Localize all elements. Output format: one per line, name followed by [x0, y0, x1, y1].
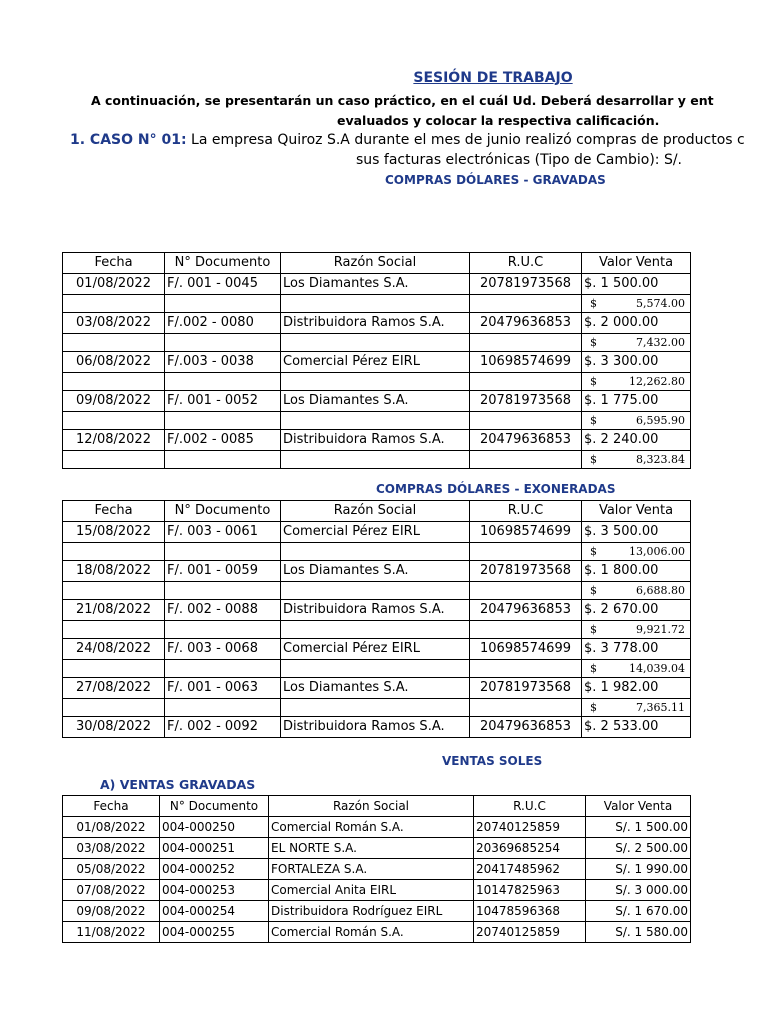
cell-razon-social: Los Diamantes S.A.: [281, 678, 470, 699]
section-title-gravadas: COMPRAS DÓLARES - GRAVADAS: [385, 173, 606, 187]
header-fecha: Fecha: [63, 253, 165, 274]
cell-fecha: 12/08/2022: [63, 430, 165, 451]
converted-value: 6,688.80: [636, 584, 685, 597]
converted-amount: [584, 699, 688, 716]
empty-cell: [281, 699, 470, 717]
empty-cell: [470, 412, 582, 430]
empty-cell: [63, 334, 165, 352]
header-documento: N° Documento: [165, 501, 281, 522]
converted-amount: [584, 660, 688, 677]
empty-cell: [281, 543, 470, 561]
cell-razon-social: Distribuidora Ramos S.A.: [281, 430, 470, 451]
cell-fecha: 05/08/2022: [63, 859, 160, 880]
cell-razon-social: Comercial Pérez EIRL: [281, 522, 470, 543]
cell-ruc: 20479636853: [470, 313, 582, 334]
conversion-row: [63, 621, 691, 639]
converted-amount: [584, 373, 688, 390]
currency-symbol: $: [590, 623, 597, 636]
cell-valor-venta: S/. 1 500.00: [586, 817, 691, 838]
cell-converted-amount: [582, 543, 691, 561]
conversion-row: [63, 582, 691, 600]
empty-cell: [470, 543, 582, 561]
empty-cell: [165, 582, 281, 600]
empty-cell: [165, 295, 281, 313]
cell-converted-amount: [582, 621, 691, 639]
cell-valor-venta: S/. 1 670.00: [586, 901, 691, 922]
cell-fecha: 11/08/2022: [63, 922, 160, 943]
header-valor-venta: Valor Venta: [582, 253, 691, 274]
header-documento: N° Documento: [165, 253, 281, 274]
cell-valor-venta: $. 2 240.00: [582, 430, 691, 451]
converted-value: 5,574.00: [636, 297, 685, 310]
section-title-ventas-soles: VENTAS SOLES: [442, 754, 543, 768]
cell-ruc: 20417485962: [474, 859, 586, 880]
cell-valor-venta: $. 2 670.00: [582, 600, 691, 621]
converted-amount: [584, 334, 688, 351]
cell-ruc: 20479636853: [470, 717, 582, 738]
empty-cell: [281, 621, 470, 639]
cell-fecha: 15/08/2022: [63, 522, 165, 543]
cell-ruc: 20369685254: [474, 838, 586, 859]
table-row: [63, 274, 691, 295]
header-ruc: R.U.C: [470, 253, 582, 274]
empty-cell: [63, 451, 165, 469]
empty-cell: [281, 660, 470, 678]
converted-amount: [584, 295, 688, 312]
conversion-row: [63, 373, 691, 391]
header-ruc: R.U.C: [474, 796, 586, 817]
cell-documento: F/. 001 - 0059: [165, 561, 281, 582]
converted-amount: [584, 451, 688, 468]
table-row: [63, 639, 691, 660]
converted-amount: [584, 582, 688, 599]
cell-valor-venta: $. 3 300.00: [582, 352, 691, 373]
cell-ruc: 10698574699: [470, 522, 582, 543]
converted-value: 13,006.00: [629, 545, 685, 558]
currency-symbol: $: [590, 662, 597, 675]
cell-ruc: 20740125859: [474, 817, 586, 838]
header-razon-social: Razón Social: [281, 253, 470, 274]
cell-fecha: 24/08/2022: [63, 639, 165, 660]
cell-documento: 004-000252: [160, 859, 269, 880]
cell-ruc: 10147825963: [474, 880, 586, 901]
cell-fecha: 07/08/2022: [63, 880, 160, 901]
empty-cell: [281, 582, 470, 600]
cell-valor-venta: $. 1 775.00: [582, 391, 691, 412]
cell-valor-venta: S/. 3 000.00: [586, 880, 691, 901]
cell-fecha: 01/08/2022: [63, 817, 160, 838]
cell-fecha: 01/08/2022: [63, 274, 165, 295]
conversion-row: [63, 412, 691, 430]
cell-razon-social: Distribuidora Ramos S.A.: [281, 313, 470, 334]
cell-razon-social: FORTALEZA S.A.: [269, 859, 474, 880]
empty-cell: [281, 451, 470, 469]
cell-razon-social: Comercial Román S.A.: [269, 817, 474, 838]
cell-ruc: 20781973568: [470, 274, 582, 295]
table-row: [63, 880, 691, 901]
cell-ruc: 20479636853: [470, 430, 582, 451]
empty-cell: [63, 660, 165, 678]
intro-line-2: evaluados y colocar la respectiva calificación.: [337, 113, 660, 128]
cell-valor-venta: S/. 1 580.00: [586, 922, 691, 943]
cell-razon-social: Comercial Anita EIRL: [269, 880, 474, 901]
cell-converted-amount: [582, 699, 691, 717]
table-row: [63, 600, 691, 621]
empty-cell: [165, 373, 281, 391]
empty-cell: [281, 295, 470, 313]
converted-amount: [584, 412, 688, 429]
section-title-exoneradas: COMPRAS DÓLARES - EXONERADAS: [376, 482, 616, 496]
empty-cell: [63, 621, 165, 639]
table-row: [63, 391, 691, 412]
empty-cell: [470, 621, 582, 639]
empty-cell: [281, 373, 470, 391]
intro-line-1: A continuación, se presentarán un caso práctico, en el cuál Ud. Deberá desarrollar y ent: [91, 93, 714, 108]
cell-razon-social: Distribuidora Ramos S.A.: [281, 600, 470, 621]
cell-razon-social: Los Diamantes S.A.: [281, 274, 470, 295]
cell-valor-venta: S/. 2 500.00: [586, 838, 691, 859]
cell-documento: 004-000253: [160, 880, 269, 901]
cell-ruc: 10698574699: [470, 352, 582, 373]
header-valor-venta: Valor Venta: [582, 501, 691, 522]
cell-documento: F/. 003 - 0068: [165, 639, 281, 660]
table-row: [63, 522, 691, 543]
case-text: La empresa Quiroz S.A durante el mes de junio realizó compras de productos c: [186, 132, 745, 148]
cell-converted-amount: [582, 373, 691, 391]
converted-value: 12,262.80: [629, 375, 685, 388]
cell-razon-social: Comercial Pérez EIRL: [281, 639, 470, 660]
cell-razon-social: Los Diamantes S.A.: [281, 561, 470, 582]
empty-cell: [63, 543, 165, 561]
cell-documento: 004-000254: [160, 901, 269, 922]
empty-cell: [63, 582, 165, 600]
table-row: [63, 922, 691, 943]
header-documento: N° Documento: [160, 796, 269, 817]
currency-symbol: $: [590, 584, 597, 597]
table-header-row: [63, 796, 691, 817]
cell-fecha: 03/08/2022: [63, 313, 165, 334]
cell-documento: F/. 002 - 0088: [165, 600, 281, 621]
cell-ruc: 10698574699: [470, 639, 582, 660]
empty-cell: [165, 660, 281, 678]
cell-valor-venta: $. 3 500.00: [582, 522, 691, 543]
cell-documento: F/. 003 - 0061: [165, 522, 281, 543]
empty-cell: [281, 412, 470, 430]
cell-razon-social: Distribuidora Rodríguez EIRL: [269, 901, 474, 922]
empty-cell: [165, 412, 281, 430]
table-row: [63, 678, 691, 699]
converted-amount: [584, 621, 688, 638]
cell-valor-venta: S/. 1 990.00: [586, 859, 691, 880]
cell-fecha: 06/08/2022: [63, 352, 165, 373]
converted-amount: [584, 543, 688, 560]
empty-cell: [165, 543, 281, 561]
cell-documento: 004-000251: [160, 838, 269, 859]
cell-razon-social: EL NORTE S.A.: [269, 838, 474, 859]
cell-razon-social: Comercial Pérez EIRL: [281, 352, 470, 373]
empty-cell: [165, 699, 281, 717]
table-header-row: [63, 501, 691, 522]
cell-documento: 004-000255: [160, 922, 269, 943]
cell-fecha: 18/08/2022: [63, 561, 165, 582]
cell-fecha: 30/08/2022: [63, 717, 165, 738]
cell-razon-social: Comercial Román S.A.: [269, 922, 474, 943]
table-row: [63, 430, 691, 451]
empty-cell: [470, 295, 582, 313]
cell-fecha: 27/08/2022: [63, 678, 165, 699]
cell-fecha: 03/08/2022: [63, 838, 160, 859]
case-statement: [70, 132, 745, 148]
empty-cell: [165, 451, 281, 469]
conversion-row: [63, 295, 691, 313]
table-ventas-gravadas: [62, 795, 691, 943]
empty-cell: [470, 451, 582, 469]
table-row: [63, 817, 691, 838]
table-row: [63, 313, 691, 334]
cell-valor-venta: $. 2 533.00: [582, 717, 691, 738]
empty-cell: [470, 660, 582, 678]
cell-converted-amount: [582, 582, 691, 600]
cell-documento: F/. 001 - 0045: [165, 274, 281, 295]
empty-cell: [470, 699, 582, 717]
cell-documento: F/.003 - 0038: [165, 352, 281, 373]
cell-valor-venta: $. 1 500.00: [582, 274, 691, 295]
cell-fecha: 21/08/2022: [63, 600, 165, 621]
case-label: 1. CASO N° 01:: [70, 132, 187, 148]
table-header-row: [63, 253, 691, 274]
cell-razon-social: Los Diamantes S.A.: [281, 391, 470, 412]
conversion-row: [63, 334, 691, 352]
cell-documento: F/. 001 - 0052: [165, 391, 281, 412]
currency-symbol: $: [590, 701, 597, 714]
empty-cell: [281, 334, 470, 352]
empty-cell: [165, 621, 281, 639]
table-row: [63, 561, 691, 582]
header-fecha: Fecha: [63, 501, 165, 522]
converted-value: 9,921.72: [636, 623, 685, 636]
conversion-row: [63, 660, 691, 678]
table-compras-gravadas: [62, 252, 691, 469]
currency-symbol: $: [590, 414, 597, 427]
cell-fecha: 09/08/2022: [63, 391, 165, 412]
table-row: [63, 901, 691, 922]
empty-cell: [63, 412, 165, 430]
cell-converted-amount: [582, 295, 691, 313]
cell-valor-venta: $. 3 778.00: [582, 639, 691, 660]
header-razon-social: Razón Social: [269, 796, 474, 817]
cell-documento: F/.002 - 0085: [165, 430, 281, 451]
empty-cell: [470, 373, 582, 391]
converted-value: 14,039.04: [629, 662, 685, 675]
converted-value: 7,365.11: [636, 701, 685, 714]
currency-symbol: $: [590, 453, 597, 466]
cell-ruc: 20781973568: [470, 678, 582, 699]
currency-symbol: $: [590, 375, 597, 388]
conversion-row: [63, 543, 691, 561]
cell-documento: F/. 002 - 0092: [165, 717, 281, 738]
header-razon-social: Razón Social: [281, 501, 470, 522]
cell-converted-amount: [582, 412, 691, 430]
empty-cell: [63, 373, 165, 391]
section-title-ventas-gravadas: A) VENTAS GRAVADAS: [100, 777, 256, 792]
empty-cell: [63, 699, 165, 717]
conversion-row: [63, 451, 691, 469]
cell-ruc: 20479636853: [470, 600, 582, 621]
converted-value: 7,432.00: [636, 336, 685, 349]
table-compras-exoneradas: [62, 500, 691, 738]
cell-valor-venta: $. 2 000.00: [582, 313, 691, 334]
currency-symbol: $: [590, 336, 597, 349]
table-row: [63, 717, 691, 738]
cell-razon-social: Distribuidora Ramos S.A.: [281, 717, 470, 738]
table-row: [63, 352, 691, 373]
currency-symbol: $: [590, 297, 597, 310]
cell-converted-amount: [582, 451, 691, 469]
empty-cell: [470, 582, 582, 600]
table-row: [63, 859, 691, 880]
cell-documento: F/.002 - 0080: [165, 313, 281, 334]
conversion-row: [63, 699, 691, 717]
cell-valor-venta: $. 1 800.00: [582, 561, 691, 582]
cell-documento: 004-000250: [160, 817, 269, 838]
header-ruc: R.U.C: [470, 501, 582, 522]
cell-ruc: 20781973568: [470, 391, 582, 412]
converted-value: 8,323.84: [636, 453, 685, 466]
cell-valor-venta: $. 1 982.00: [582, 678, 691, 699]
converted-value: 6,595.90: [636, 414, 685, 427]
currency-symbol: $: [590, 545, 597, 558]
table-row: [63, 838, 691, 859]
page-title: SESIÓN DE TRABAJO: [413, 70, 573, 86]
empty-cell: [165, 334, 281, 352]
cell-fecha: 09/08/2022: [63, 901, 160, 922]
empty-cell: [470, 334, 582, 352]
empty-cell: [63, 295, 165, 313]
cell-converted-amount: [582, 334, 691, 352]
cell-documento: F/. 001 - 0063: [165, 678, 281, 699]
cell-ruc: 20740125859: [474, 922, 586, 943]
header-fecha: Fecha: [63, 796, 160, 817]
cell-ruc: 20781973568: [470, 561, 582, 582]
case-statement-line-2: sus facturas electrónicas (Tipo de Cambio): S/.: [356, 152, 682, 168]
header-valor-venta: Valor Venta: [586, 796, 691, 817]
cell-ruc: 10478596368: [474, 901, 586, 922]
cell-converted-amount: [582, 660, 691, 678]
